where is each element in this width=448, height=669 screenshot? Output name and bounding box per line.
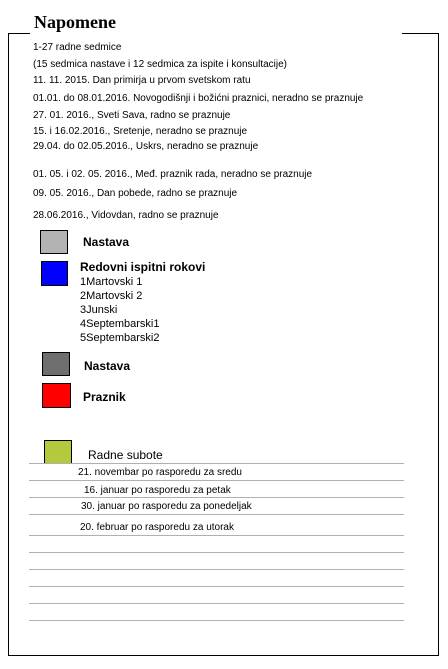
note-vidovdan: 28.06.2016., Vidovdan, radno se praznuje xyxy=(33,210,219,221)
frame-top-right xyxy=(402,33,439,34)
rule-line xyxy=(29,552,404,553)
legend-label-subote: Radne subote xyxy=(88,448,163,462)
legend-label-nastava-light: Nastava xyxy=(83,235,130,249)
rok-item: 5Septembarski2 xyxy=(80,332,160,344)
radna-subota-item: 30. januar po rasporedu za ponedeljak xyxy=(81,501,252,512)
rok-item: 4Septembarski1 xyxy=(80,318,160,330)
note-armistice: 11. 11. 2015. Dan primirja u prvom svetskom ratu xyxy=(33,75,251,86)
legend-label-rokovi: Redovni ispitni rokovi xyxy=(80,260,206,274)
rule-line xyxy=(29,514,404,515)
legend-swatch-rokovi xyxy=(41,261,68,286)
legend-label-praznik: Praznik xyxy=(83,390,126,404)
legend-swatch-praznik xyxy=(42,383,71,408)
rule-line xyxy=(29,569,404,570)
rule-line xyxy=(29,463,404,464)
rule-line xyxy=(29,603,404,604)
legend-label-nastava-dark: Nastava xyxy=(84,359,131,373)
note-weeks: 1-27 radne sedmice xyxy=(33,42,122,53)
legend-swatch-nastava-light xyxy=(40,230,68,254)
rule-line xyxy=(29,535,404,536)
note-sveti-sava: 27. 01. 2016., Sveti Sava, radno se praznuje xyxy=(33,110,231,121)
frame-left xyxy=(8,33,9,656)
radna-subota-item: 21. novembar po rasporedu za sredu xyxy=(78,467,242,478)
note-weeks-detail: (15 sedmica nastave i 12 sedmica za ispite i konsultacije) xyxy=(33,59,288,70)
page-title: Napomene xyxy=(34,12,116,32)
frame-top-left xyxy=(8,33,30,34)
rok-item: 1Martovski 1 xyxy=(80,276,143,288)
note-victory-day: 09. 05. 2016., Dan pobede, radno se praznuje xyxy=(33,188,238,199)
frame-right xyxy=(438,33,439,656)
legend-swatch-nastava-dark xyxy=(42,352,70,376)
note-labor-day: 01. 05. i 02. 05. 2016., Međ. praznik rada, neradno se praznuje xyxy=(33,169,313,180)
radna-subota-item: 20. februar po rasporedu za utorak xyxy=(80,522,234,533)
note-sretenje: 15. i 16.02.2016., Sretenje, neradno se praznuje xyxy=(33,126,248,137)
rok-item: 2Martovski 2 xyxy=(80,290,143,302)
rule-line xyxy=(29,497,404,498)
frame-bottom xyxy=(8,655,439,656)
rule-line xyxy=(29,480,404,481)
note-new-year: 01.01. do 08.01.2016. Novogodišnji i božićni praznici, neradno se praznuje xyxy=(33,93,364,104)
rule-line xyxy=(29,586,404,587)
radna-subota-item: 16. januar po rasporedu za petak xyxy=(84,485,231,496)
note-uskrs: 29.04. do 02.05.2016., Uskrs, neradno se praznuje xyxy=(33,141,259,152)
legend-swatch-subote xyxy=(44,440,72,464)
rule-line xyxy=(29,620,404,621)
rok-item: 3Junski xyxy=(80,304,118,316)
